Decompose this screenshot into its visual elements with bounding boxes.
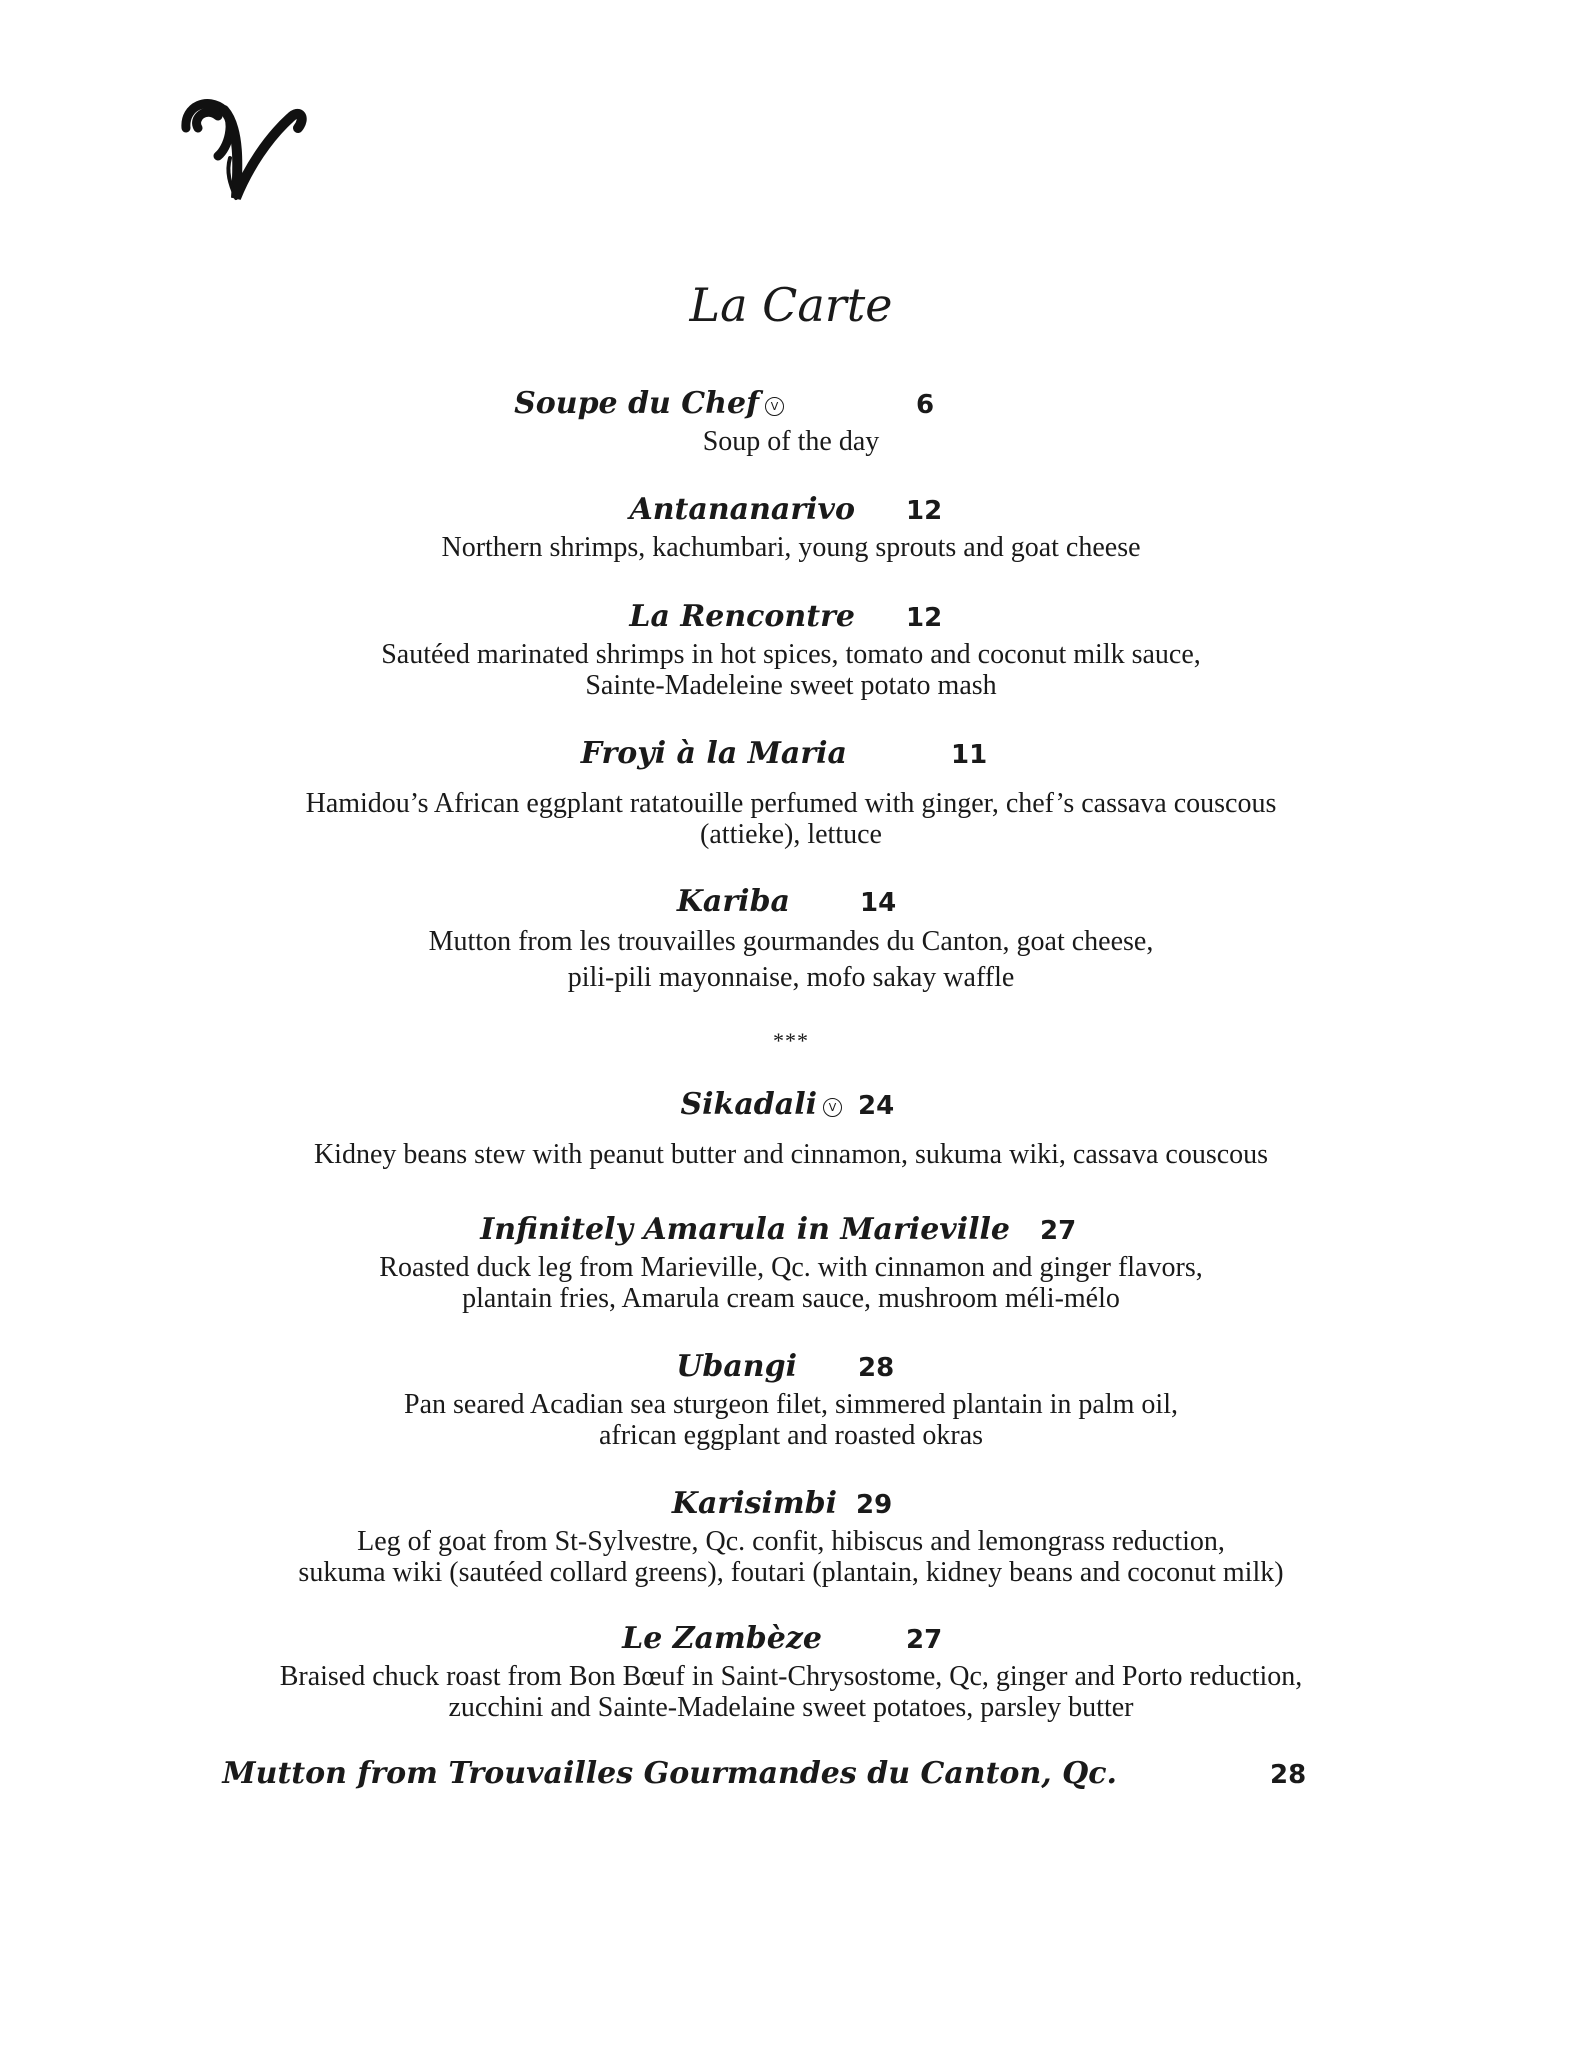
- item-name: Froyi à la Maria: [580, 736, 847, 771]
- menu-item: [0, 1083, 1582, 1170]
- item-price: 12: [906, 603, 943, 633]
- menu-item: [0, 382, 1582, 457]
- item-name: Antananarivo: [629, 492, 855, 527]
- item-price: 28: [858, 1353, 895, 1383]
- item-description: Soup of the day: [702, 426, 880, 457]
- item-description: Leg of goat from St-Sylvestre, Qc. confit, hibiscus and lemongrass reduction, sukuma wiki (sautéed collard greens), foutari (plantain, kidney beans and coconut milk): [298, 1526, 1284, 1588]
- section-separator: ***: [773, 1028, 809, 1053]
- item-description: Northern shrimps, kachumbari, young sprouts and goat cheese: [441, 532, 1141, 563]
- item-price: 28: [1270, 1760, 1307, 1790]
- item-description: Pan seared Acadian sea sturgeon filet, simmered plantain in palm oil, african eggplant and roasted okras: [404, 1389, 1178, 1451]
- item-price: 6: [916, 390, 935, 420]
- item-description: Braised chuck roast from Bon Bœuf in Saint-Chrysostome, Qc, ginger and Porto reduction, zucchini and Sainte-Madelaine sweet potatoes, parsley butter: [279, 1661, 1303, 1723]
- item-name: Le Zambèze: [622, 1621, 822, 1656]
- item-price: 27: [906, 1625, 943, 1655]
- item-name: Mutton from Trouvailles Gourmandes du Canton, Qc.: [222, 1756, 1117, 1791]
- item-description: Roasted duck leg from Marieville, Qc. with cinnamon and ginger flavors, plantain fries, Amarula cream sauce, mushroom méli-mélo: [379, 1252, 1203, 1314]
- page-title: La Carte: [689, 278, 893, 332]
- item-price: 11: [951, 740, 988, 770]
- item-price: 29: [856, 1490, 893, 1520]
- menu-item: [0, 595, 1582, 701]
- item-price: 27: [1040, 1216, 1077, 1246]
- vegetarian-icon: V: [765, 397, 784, 416]
- item-name: Ubangi: [676, 1349, 797, 1384]
- item-description: Hamidou’s African eggplant ratatouille perfumed with ginger, chef’s cassava couscous (attieke), lettuce: [305, 788, 1277, 850]
- menu-item: [0, 1752, 1582, 1796]
- item-price: 14: [860, 888, 897, 918]
- item-name: Sikadali: [680, 1087, 817, 1122]
- item-name: La Rencontre: [629, 599, 855, 634]
- menu-item: [0, 1208, 1582, 1314]
- item-name: Soupe du Chef: [514, 386, 759, 421]
- menu-item: [0, 1482, 1582, 1588]
- item-name: Karisimbi: [671, 1486, 837, 1521]
- item-name: Infinitely Amarula in Marieville: [480, 1212, 1010, 1247]
- menu-item: [0, 488, 1582, 563]
- item-description: Sautéed marinated shrimps in hot spices, tomato and coconut milk sauce, Sainte-Madeleine sweet potato mash: [381, 639, 1201, 701]
- item-description: Mutton from les trouvailles gourmandes du Canton, goat cheese, pili-pili mayonnaise, mofo sakay waffle: [428, 926, 1154, 993]
- vegetarian-icon: V: [823, 1098, 842, 1117]
- item-price: 24: [858, 1091, 895, 1121]
- item-price: 12: [906, 496, 943, 526]
- menu-item: [0, 732, 1582, 850]
- item-name: Kariba: [676, 884, 790, 919]
- item-description: Kidney beans stew with peanut butter and cinnamon, sukuma wiki, cassava couscous: [313, 1139, 1269, 1170]
- menu-item: [0, 1345, 1582, 1451]
- restaurant-monogram-logo: [178, 88, 318, 208]
- menu-item: [0, 1617, 1582, 1723]
- menu-item: [0, 880, 1582, 996]
